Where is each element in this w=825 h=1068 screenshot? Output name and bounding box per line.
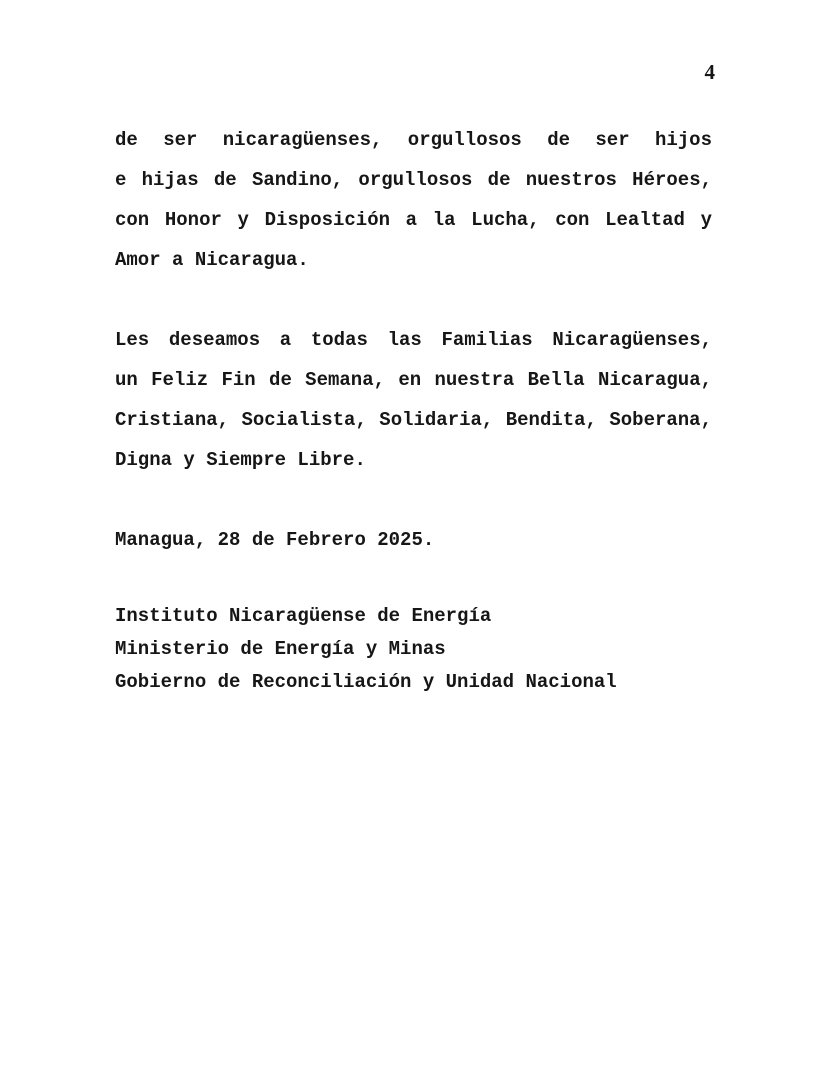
paragraph-wishes xyxy=(115,320,712,480)
text-line: con Honor y Disposición a la Lucha, con Lealtad y xyxy=(115,209,712,231)
dateline-block xyxy=(115,520,712,560)
page-number: 4 xyxy=(704,60,715,84)
text-line: e hijas de Sandino, orgullosos de nuestros Héroes, xyxy=(115,169,712,191)
signature-line-ministry: Ministerio de Energía y Minas xyxy=(115,638,446,660)
text-line: de ser nicaragüenses, orgullosos de ser hijos xyxy=(115,129,712,151)
paragraph-continuation xyxy=(115,120,712,280)
text-line: Les deseamos a todas las Familias Nicaragüenses, xyxy=(115,329,712,351)
signature-line-government: Gobierno de Reconciliación y Unidad Nacional xyxy=(115,671,617,693)
text-line: Cristiana, Socialista, Solidaria, Bendita, Soberana, xyxy=(115,409,712,431)
document-body xyxy=(115,120,712,699)
signature-line-institute: Instituto Nicaragüense de Energía xyxy=(115,605,492,627)
text-line: Amor a Nicaragua. xyxy=(115,249,309,271)
dateline: Managua, 28 de Febrero 2025. xyxy=(115,529,435,551)
text-line: Digna y Siempre Libre. xyxy=(115,449,366,471)
signature-block xyxy=(115,600,712,699)
text-line: un Feliz Fin de Semana, en nuestra Bella Nicaragua, xyxy=(115,369,712,391)
